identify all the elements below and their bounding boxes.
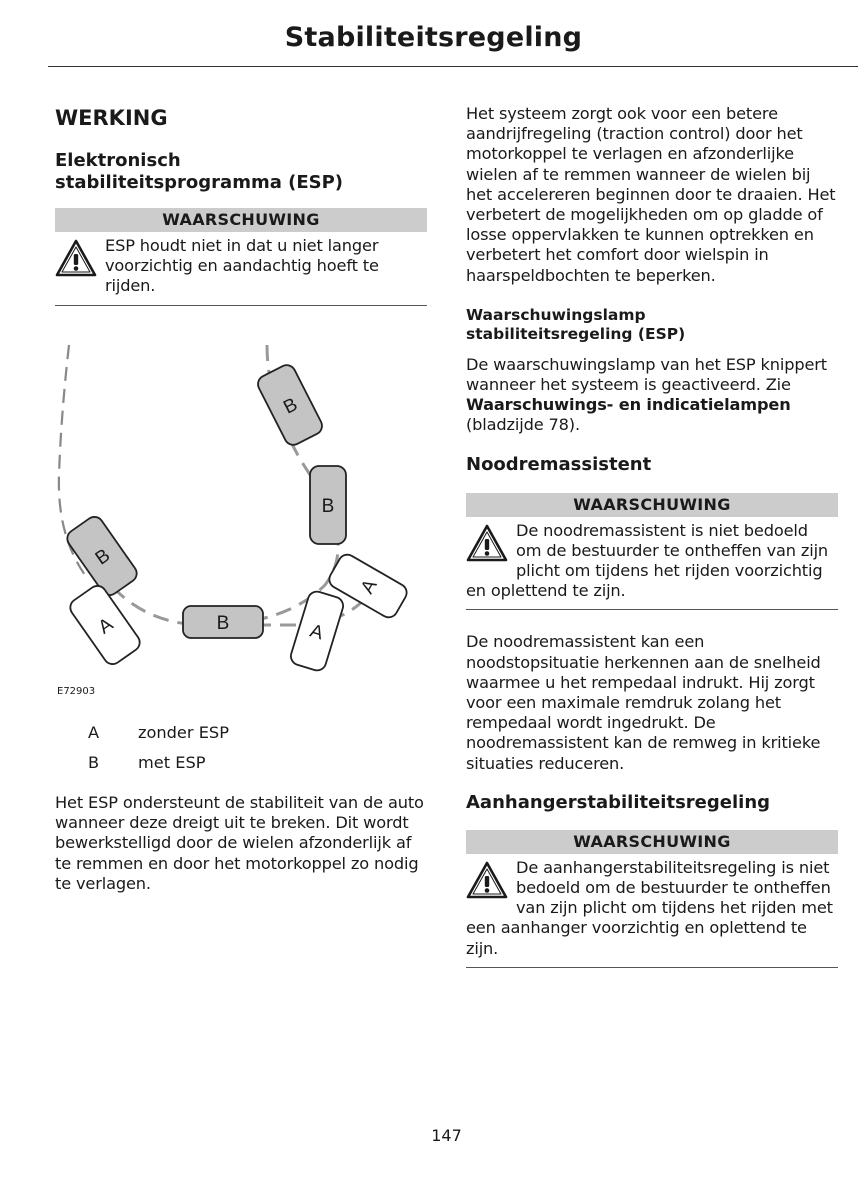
figure-legend	[88, 722, 388, 782]
warning-body	[466, 517, 838, 611]
intro-paragraph: Het systeem zorgt ook voor een betere aandrijfregeling (traction control) door het motorkoppel te verlagen en afzonderlijke wielen af te remmen wanneer de wielen bij het accelereren beginnen door te draaien. Het verbetert de mogelijkheden om op gladde of losse oppervlakken te kunnen optrekken en verbetert het comfort door wielspin in haarspeldbochten te beperken.	[466, 104, 836, 285]
legend-item	[88, 722, 388, 752]
subsection-title: Elektronisch stabiliteitsprogramma (ESP)	[55, 150, 344, 193]
right-column	[466, 104, 838, 968]
warning-label: WAARSCHUWING	[466, 830, 838, 854]
car-label: A	[307, 620, 326, 645]
lamp-paragraph: De waarschuwingslamp van het ESP knippert wanneer het systeem is geactiveerd. Zie Waarschuwings- en indicatielampen (bladzijde 78).	[466, 354, 827, 435]
legend-key: B	[88, 753, 100, 772]
esp-paragraph: Het ESP ondersteunt de stabiliteit van de auto wanneer deze dreigt uit te breken. Dit wordt bewerkstelligd door de wielen afzonderlijk af te remmen en door het motorkoppel zo nodig te verlagen.	[55, 793, 424, 893]
esp-cornering-diagram	[55, 335, 427, 705]
section-title: WERKING	[55, 106, 168, 130]
cross-reference-link[interactable]: Waarschuwings- en indicatielampen	[466, 395, 791, 415]
page-title: Stabiliteitsregeling	[284, 22, 583, 53]
car-label: B	[321, 496, 335, 517]
car-b-2	[310, 466, 346, 544]
warning-text: De aanhangerstabiliteitsregeling is niet bedoeld om de bestuurder te ontheffen van zijn plicht om tijdens het rijden met een aanhanger voorzichtig en oplettend te zijn.	[466, 857, 833, 958]
warning-text: De noodremassistent is niet bedoeld om de bestuurder te ontheffen van zijn plicht om tijdens het rijden voorzichtig en oplettend te zijn.	[466, 520, 829, 601]
figure-id: E72903	[57, 686, 96, 697]
car-label: A	[357, 576, 382, 598]
lamp-title: Waarschuwingslamp stabiliteitsregeling (ESP)	[466, 305, 686, 343]
esp-warning	[55, 208, 427, 306]
warning-text: ESP houdt niet in dat u niet langer voorzichtig en aandachtig hoeft te rijden.	[105, 236, 379, 296]
brake-assist-warning	[466, 493, 838, 611]
car-label: A	[94, 613, 118, 639]
title-divider	[48, 66, 858, 67]
page-number: 147	[431, 1126, 462, 1145]
car-b-3	[183, 606, 263, 638]
legend-value: met ESP	[138, 753, 206, 772]
car-b-1	[255, 362, 325, 448]
car-a-3	[289, 589, 346, 672]
warning-body	[466, 854, 838, 968]
car-label: B	[216, 613, 230, 634]
warning-triangle-icon	[466, 860, 508, 900]
brake-assist-title: Noodremassistent	[466, 453, 652, 475]
legend-key: A	[88, 723, 100, 742]
car-label: B	[91, 544, 115, 570]
brake-assist-paragraph: De noodremassistent kan een noodstopsituatie herkennen aan de snelheid waarmee u het rempedaal indrukt. Hij zorgt voor een maximale remdruk zolang het rempedaal wordt ingedrukt. De noodremassistent kan de remweg in kritieke situaties reduceren.	[466, 632, 821, 773]
car-a-1	[67, 582, 143, 667]
trailer-stability-title: Aanhangerstabiliteitsregeling	[466, 791, 771, 813]
warning-triangle-icon	[466, 523, 508, 563]
warning-label: WAARSCHUWING	[55, 208, 427, 232]
car-label: B	[280, 394, 302, 419]
car-b-4	[64, 513, 140, 598]
left-column	[55, 104, 427, 306]
warning-triangle-icon	[55, 238, 97, 278]
warning-body	[55, 232, 427, 306]
warning-label: WAARSCHUWING	[466, 493, 838, 517]
legend-value: zonder ESP	[138, 723, 229, 742]
trailer-stability-warning	[466, 830, 838, 968]
legend-item	[88, 752, 388, 782]
